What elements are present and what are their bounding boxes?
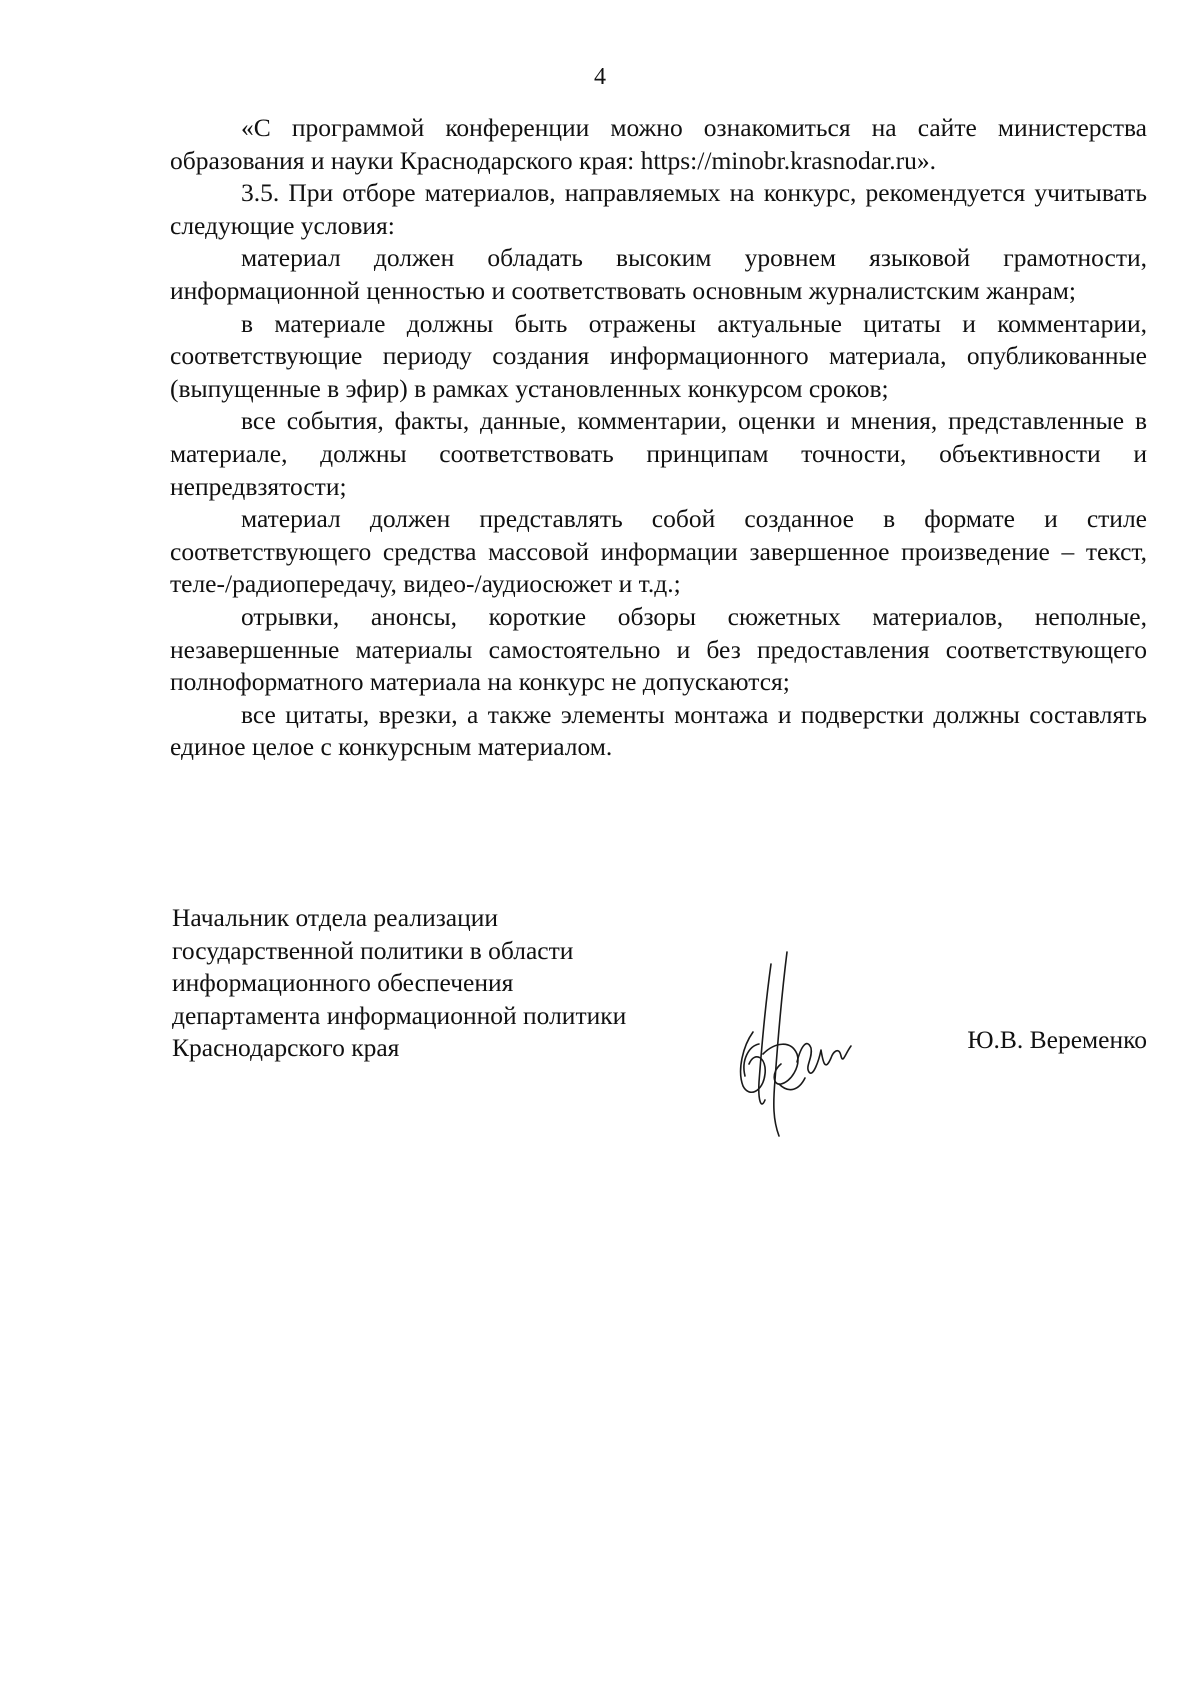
paragraph-quotes-requirement: в материале должны быть отражены актуальные цитаты и комментарии, соответствующие периоду создания информационного материала, опубликованные (выпущенные в эфир) в рамках установленных конкурсом сроков;: [170, 308, 1147, 403]
paragraph-accuracy-requirement: все события, факты, данные, комментарии, оценки и мнения, представленные в материале, должны соответствовать принципам точности, объективности и непредвзятости;: [170, 406, 1147, 501]
page-number: 4: [594, 64, 606, 90]
position-line: департамента информационной политики: [172, 1000, 627, 1030]
signatory-position: [172, 902, 626, 1065]
position-line: Краснодарского края: [172, 1033, 400, 1062]
body-text: [170, 112, 1147, 764]
paragraph-selection-conditions: 3.5. При отборе материалов, направляемых на конкурс, рекомендуется учитывать следующие условия:: [170, 178, 1147, 240]
paragraph-format-requirement: материал должен представлять собой созданное в формате и стиле соответствующего средства массовой информации завершенное произведение – текст, теле-/радиопередачу, видео-/аудиосюжет и т.д.;: [170, 504, 1147, 599]
paragraph-literacy-requirement: материал должен обладать высоким уровнем языковой грамотности, информационной ценностью и соответствовать основным журналистским жанрам;: [170, 243, 1147, 305]
handwritten-signature: [735, 950, 853, 1138]
signer-name: Ю.В. Веременко: [967, 1025, 1147, 1054]
position-line: информационного обеспечения: [172, 968, 514, 997]
position-line: государственной политики в области: [172, 935, 574, 965]
paragraph-conference-program: «С программой конференции можно ознакомиться на сайте министерства образования и науки Краснодарского края: https://minobr.krasnodar.ru».: [170, 113, 1147, 175]
paragraph-integrity-requirement: все цитаты, врезки, а также элементы монтажа и подверстки должны составлять единое целое с конкурсным материалом.: [170, 699, 1147, 762]
position-line: Начальник отдела реализации: [172, 903, 499, 932]
paragraph-excluded-materials: отрывки, анонсы, короткие обзоры сюжетных материалов, неполные, незавершенные материалы самостоятельно и без предоставления соответствующего полноформатного материала на конкурс не допускаются;: [170, 601, 1147, 697]
